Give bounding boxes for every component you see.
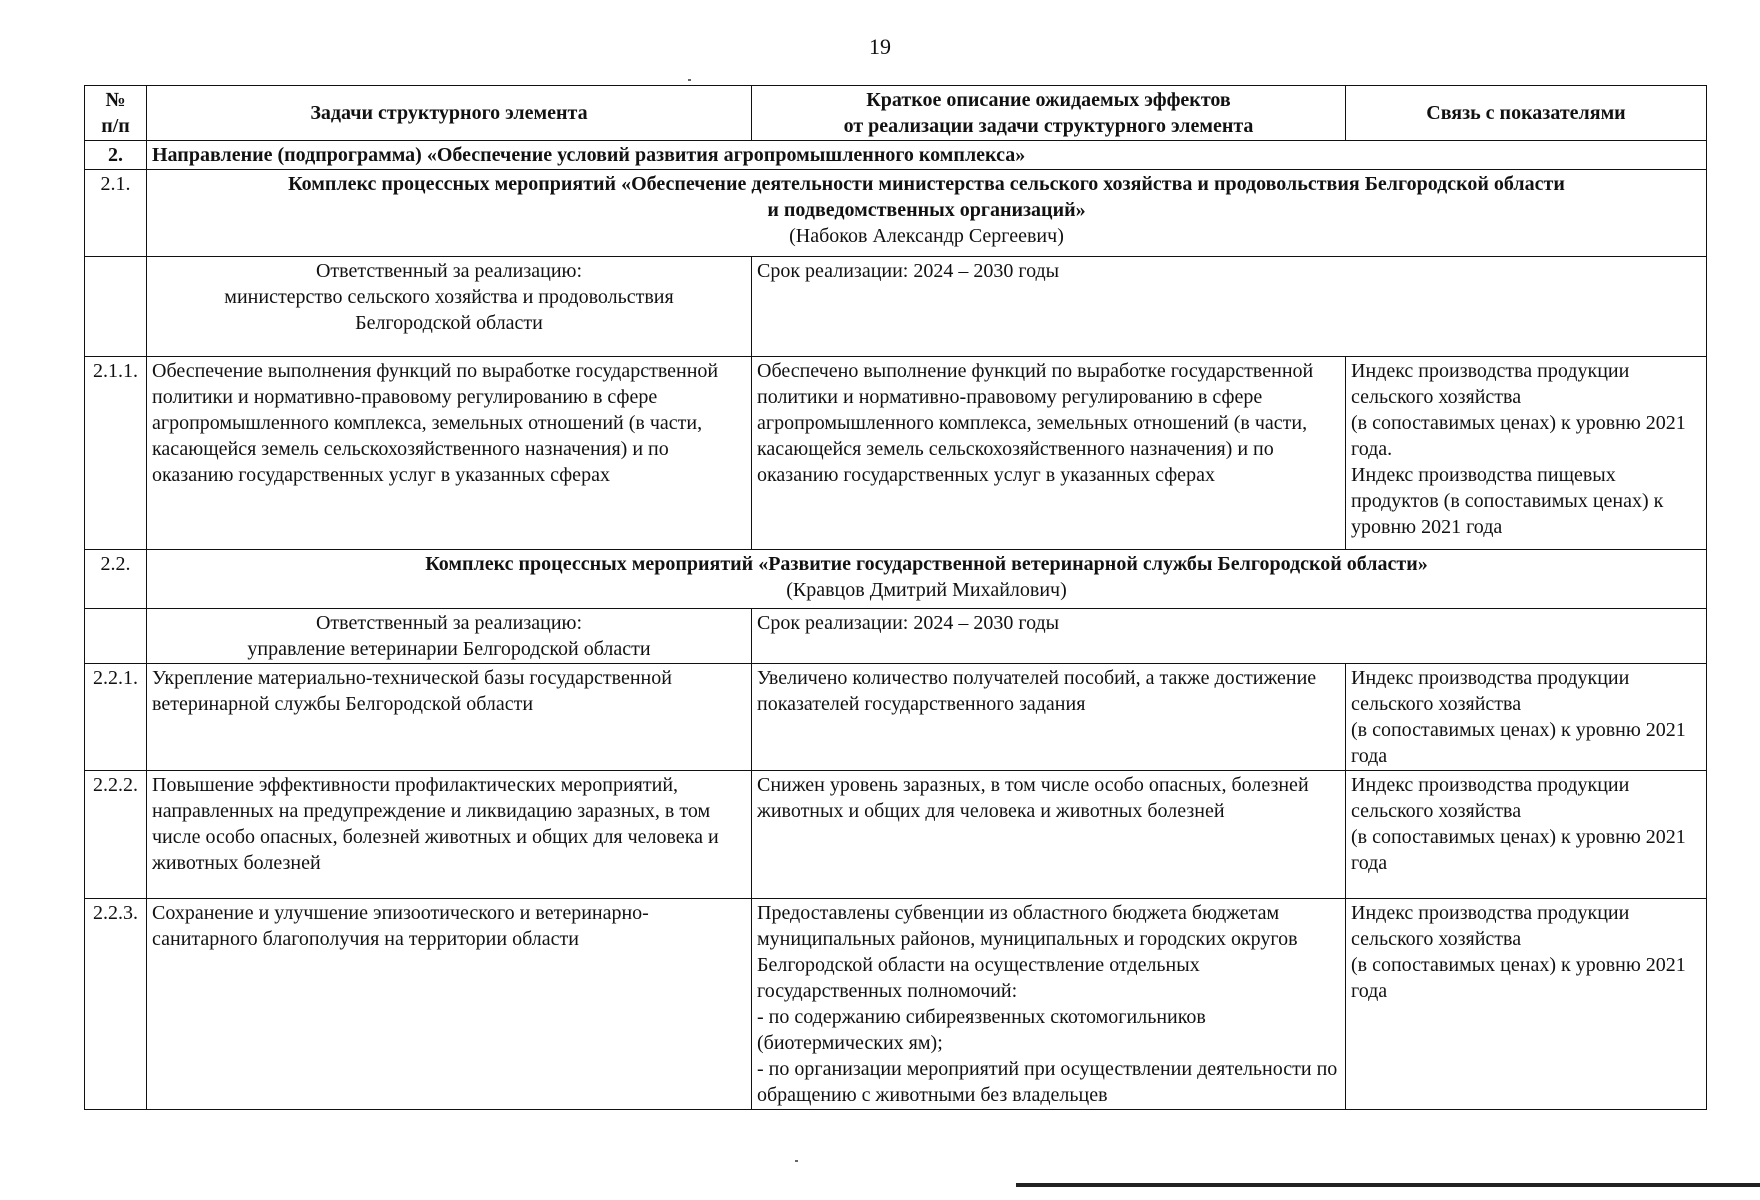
page-number: 19 — [869, 34, 891, 59]
responsible-text: Ответственный за реализацию: министерство сельского хозяйства и продовольствия Белгородской области — [147, 257, 752, 357]
row-effect: Предоставлены субвенции из областного бюджета бюджетам муниципальных районов, муниципальных и городских округов Белгородской области на осуществление отдельных государственных полномочий: - по содержанию сибиреязвенных скотомогильников (биотермических ям); - по организации мероприятий при осуществлении деятельности по обращению с животными без владельцев — [752, 899, 1346, 1110]
complex-num: 2.2. — [85, 550, 147, 609]
row-num: 2.2.1. — [85, 664, 147, 771]
empty-cell — [85, 257, 147, 357]
row-effect: Снижен уровень заразных, в том числе особо опасных, болезней животных и общих для человека и животных болезней — [752, 771, 1346, 899]
term-text: Срок реализации: 2024 – 2030 годы — [752, 257, 1707, 357]
row-num: 2.2.3. — [85, 899, 147, 1110]
complex-row — [85, 550, 1707, 609]
row-indicator: Индекс производства продукции сельского хозяйства (в сопоставимых ценах) к уровню 2021 года — [1346, 899, 1707, 1110]
complex-title: Комплекс процессных мероприятий «Обеспечение деятельности министерства сельского хозяйства и продовольствия Белгородской области и подведомственных организаций» — [288, 173, 1565, 221]
header-indicators: Связь с показателями — [1346, 86, 1707, 141]
complex-person: (Набоков Александр Сергеевич) — [789, 225, 1064, 247]
row-task: Сохранение и улучшение эпизоотического и ветеринарно-санитарного благополучия на территории области — [147, 899, 752, 1110]
responsible-text: Ответственный за реализацию: управление ветеринарии Белгородской области — [147, 609, 752, 664]
row-indicator: Индекс производства продукции сельского хозяйства (в сопоставимых ценах) к уровню 2021 года — [1346, 771, 1707, 899]
term-text: Срок реализации: 2024 – 2030 годы — [752, 609, 1707, 664]
table-row — [85, 771, 1707, 899]
responsible-row — [85, 609, 1707, 664]
complex-cell — [147, 550, 1707, 609]
row-effect: Обеспечено выполнение функций по выработке государственной политики и нормативно-правовому регулированию в сфере агропромышленного комплекса, земельных отношений (в части, касающейся земель сельскохозяйственного назначения) и по оказанию государственных услуг в указанных сферах — [752, 357, 1346, 550]
scan-speck — [688, 79, 691, 81]
row-indicator: Индекс производства продукции сельского хозяйства (в сопоставимых ценах) к уровню 2021 года — [1346, 664, 1707, 771]
row-task: Повышение эффективности профилактических мероприятий, направленных на предупреждение и ликвидацию заразных, в том числе особо опасных, болезней животных и общих для человека и животных болезней — [147, 771, 752, 899]
row-num: 2.2.2. — [85, 771, 147, 899]
section-num: 2. — [85, 141, 147, 170]
header-tasks: Задачи структурного элемента — [147, 86, 752, 141]
header-num: № п/п — [85, 86, 147, 141]
table-row — [85, 664, 1707, 771]
scan-speck — [795, 1160, 798, 1162]
row-task: Укрепление материально-технической базы государственной ветеринарной службы Белгородской области — [147, 664, 752, 771]
row-effect: Увеличено количество получателей пособий, а также достижение показателей государственного задания — [752, 664, 1346, 771]
complex-row — [85, 170, 1707, 257]
complex-cell — [147, 170, 1707, 257]
table-row — [85, 357, 1707, 550]
row-num: 2.1.1. — [85, 357, 147, 550]
table-header-row — [85, 86, 1707, 141]
row-task: Обеспечение выполнения функций по выработке государственной политики и нормативно-правовому регулированию в сфере агропромышленного комплекса, земельных отношений (в части, касающейся земель сельскохозяйственного назначения) и по оказанию государственных услуг в указанных сферах — [147, 357, 752, 550]
header-effects: Краткое описание ожидаемых эффектов от реализации задачи структурного элемента — [752, 86, 1346, 141]
complex-person: (Кравцов Дмитрий Михайлович) — [786, 579, 1067, 601]
structural-elements-table — [84, 85, 1707, 1110]
table-row — [85, 899, 1707, 1110]
complex-num: 2.1. — [85, 170, 147, 257]
row-indicator: Индекс производства продукции сельского хозяйства (в сопоставимых ценах) к уровню 2021 года. Индекс производства пищевых продуктов (в сопоставимых ценах) к уровню 2021 года — [1346, 357, 1707, 550]
empty-cell — [85, 609, 147, 664]
responsible-row — [85, 257, 1707, 357]
scan-edge-line — [1016, 1183, 1760, 1187]
complex-title: Комплекс процессных мероприятий «Развитие государственной ветеринарной службы Белгородской области» — [425, 553, 1428, 575]
section-row — [85, 141, 1707, 170]
section-title: Направление (подпрограмма) «Обеспечение условий развития агропромышленного комплекса» — [147, 141, 1707, 170]
